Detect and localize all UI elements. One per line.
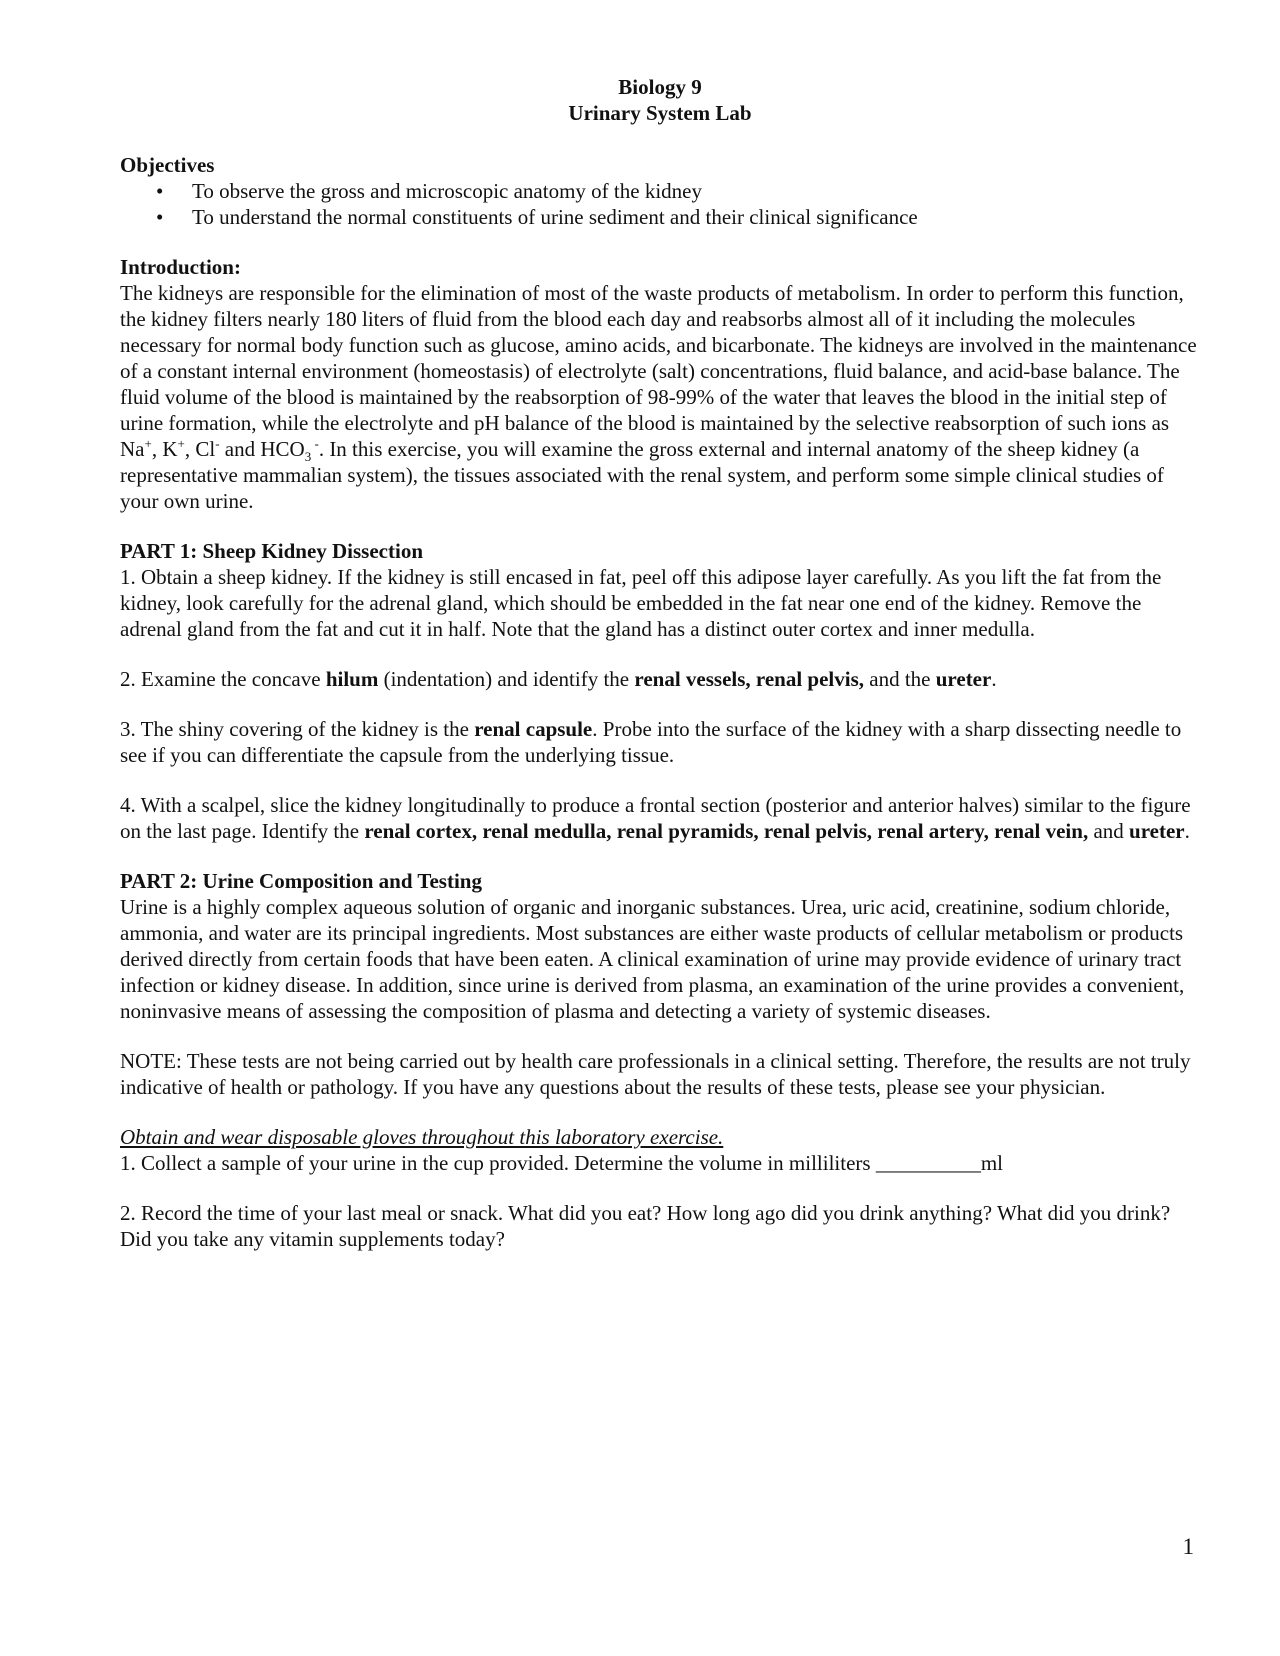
part1-step2: 2. Examine the concave hilum (indentation) and identify the renal vessels, renal pelvis, and the ureter. [120, 667, 997, 691]
objective-item: • To observe the gross and microscopic anatomy of the kidney [156, 179, 702, 203]
part2-heading: PART 2: Urine Composition and Testing [120, 869, 482, 893]
part2-note: NOTE: These tests are not being carried out by health care professionals in a clinical setting. Therefore, the results are not truly indicative of health or pathology. If you have any questions about the results of these tests, please see your physician. [120, 1049, 1191, 1099]
introduction-section [120, 254, 1200, 514]
course-title: Biology 9 [618, 75, 702, 99]
part1-step4: 4. With a scalpel, slice the kidney longitudinally to produce a frontal section (posterior and anterior halves) similar to the figure on the last page. Identify the renal cortex, renal medulla, renal pyramids, renal pelvis, renal artery, renal vein, and ureter. [120, 793, 1191, 843]
objectives-list [120, 178, 1200, 230]
objective-item: • To understand the normal constituents of urine sediment and their clinical significance [156, 205, 918, 229]
gloves-instruction: Obtain and wear disposable gloves throughout this laboratory exercise. [120, 1125, 724, 1149]
page-number: 1 [1182, 1534, 1194, 1559]
part1-section [120, 538, 1200, 844]
part1-step1: 1. Obtain a sheep kidney. If the kidney is still encased in fat, peel off this adipose layer carefully. As you lift the fat from the kidney, look carefully for the adrenal gland, which should be embedded in the fat near one end of the kidney. Remove the adrenal gland from the fat and cut it in half. Note that the gland has a distinct outer cortex and inner medulla. [120, 565, 1162, 641]
part2-step2: 2. Record the time of your last meal or snack. What did you eat? How long ago did you drink anything? What did you drink? Did you take any vitamin supplements today? [120, 1201, 1171, 1251]
part2-section [120, 868, 1200, 1252]
document-page [120, 74, 1200, 1252]
part2-text: Urine is a highly complex aqueous solution of organic and inorganic substances. Urea, uric acid, creatinine, sodium chloride, ammonia, and water are its principal ingredients. Most substances are either waste products of cellular metabolism or products derived directly from certain foods that have been eaten. A clinical examination of urine may provide evidence of urinary tract infection or kidney disease. In addition, since urine is derived from plasma, an examination of the urine provides a convenient, noninvasive means of assessing the composition of plasma and detecting a variety of systemic diseases. [120, 895, 1185, 1023]
objectives-heading: Objectives [120, 153, 215, 177]
introduction-heading: Introduction: [120, 255, 241, 279]
bullet-icon: • [156, 179, 164, 203]
lab-title: Urinary System Lab [568, 101, 752, 125]
part1-step3: 3. The shiny covering of the kidney is the renal capsule. Probe into the surface of the kidney with a sharp dissecting needle to see if you can differentiate the capsule from the underlying tissue. [120, 717, 1182, 767]
introduction-text: The kidneys are responsible for the elimination of most of the waste products of metabolism. In order to perform this function, the kidney filters nearly 180 liters of fluid from the blood each day and reabsorbs almost all of it including the molecules necessary for normal body function such as glucose, amino acids, and bicarbonate. The kidneys are involved in the maintenance of a constant internal environment (homeostasis) of electrolyte (salt) concentrations, fluid balance, and acid-base balance. The fluid volume of the blood is maintained by the reabsorption of 98-99% of the water that leaves the blood in the initial step of urine formation, while the electrolyte and pH balance of the blood is maintained by the selective reabsorption of such ions as Na+, K+, Cl- and $HCO_3$ -. In this exercise, you will examine the gross external and internal anatomy of the sheep kidney (a representative mammalian system), the tissues associated with the renal system, and perform some simple clinical studies of your own urine. [120, 281, 1197, 513]
bullet-icon: • [156, 205, 164, 229]
header [120, 74, 1200, 126]
part2-step1: 1. Collect a sample of your urine in the cup provided. Determine the volume in milliliters __________ml [120, 1151, 1003, 1175]
part1-heading: PART 1: Sheep Kidney Dissection [120, 539, 424, 563]
objectives-section [120, 152, 1200, 230]
